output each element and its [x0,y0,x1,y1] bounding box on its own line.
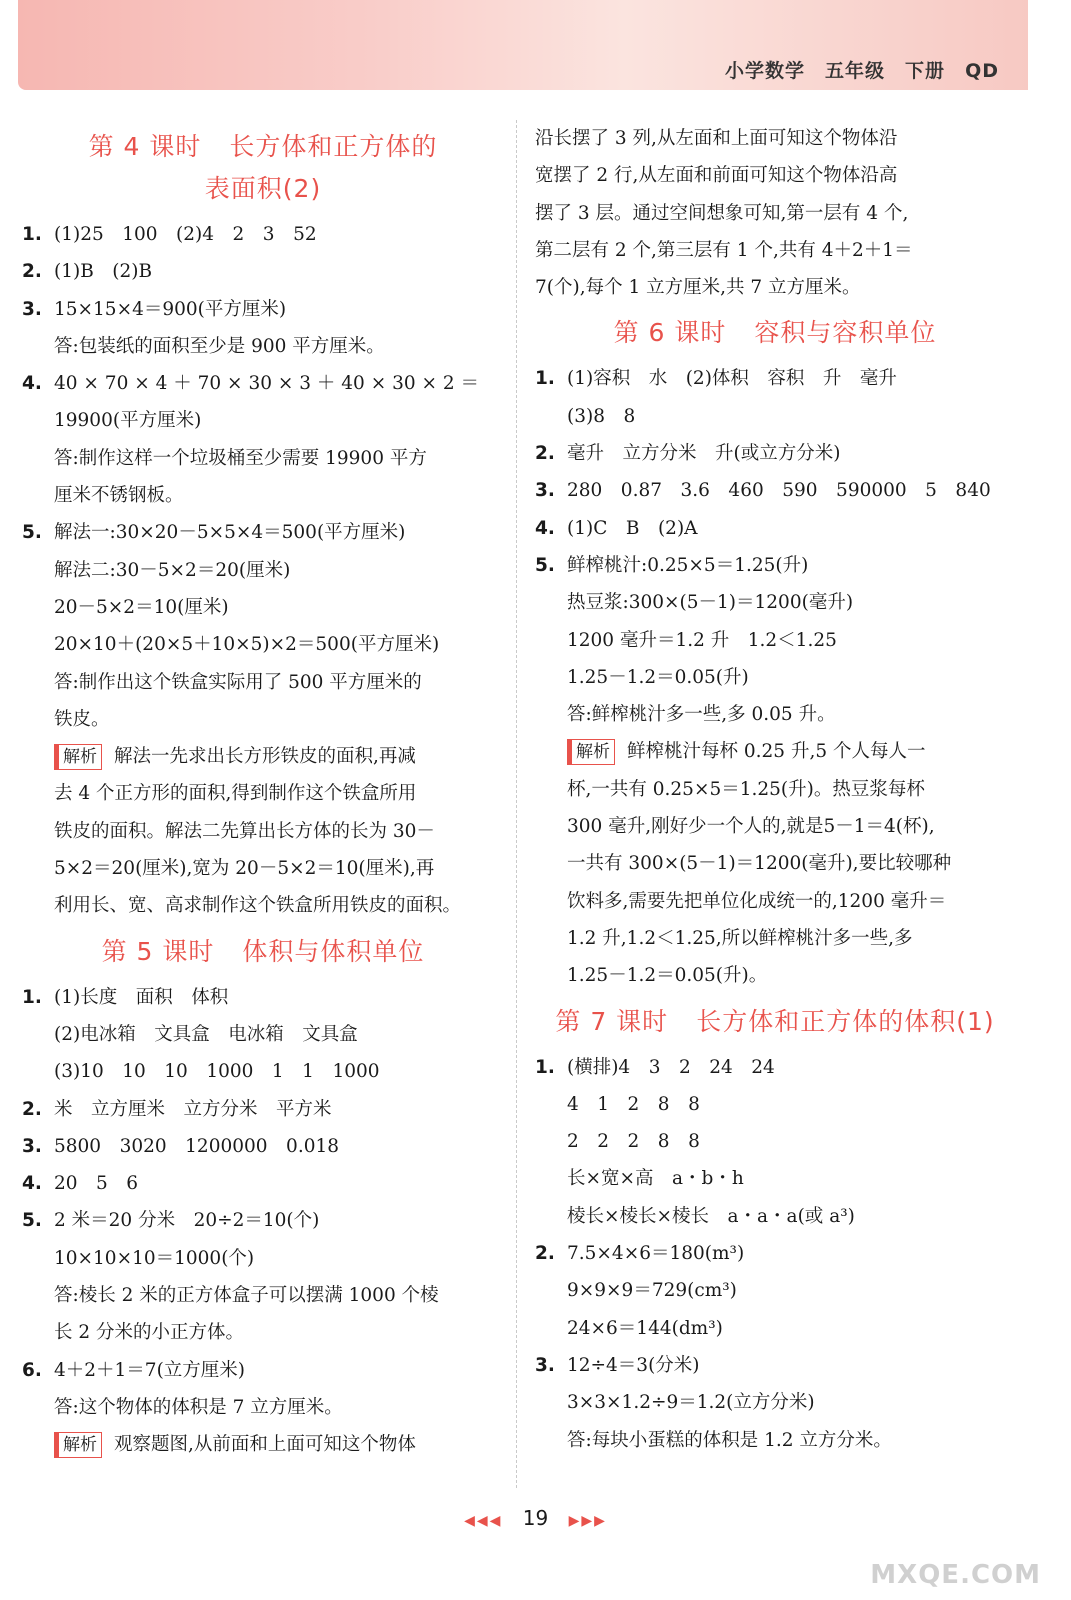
question-number: 3. [22,298,42,320]
answer-line [535,472,1015,509]
answer-text: 答:鲜榨桃汁多一些,多 0.05 升。 [567,704,836,726]
question-number: 4. [535,517,555,539]
answer-text: 棱长×棱长×棱长 a・a・a(或 a³) [567,1205,855,1227]
answer-line [535,1086,1015,1123]
answer-line [22,328,504,365]
question-number: 5. [22,1210,42,1232]
question-number [535,1123,567,1160]
question-number [22,589,54,626]
answer-line [535,435,1015,472]
analysis-text: 去 4 个正方形的面积,得到制作这个铁盒所用 [54,783,417,805]
question-number [535,696,567,733]
answer-text: 长 2 分米的小正方体。 [54,1322,245,1344]
answer-line [22,664,504,701]
answer-text: (1)B (2)B [54,261,153,283]
answer-text: 答:这个物体的体积是 7 立方厘米。 [54,1396,343,1418]
question-number [22,1240,54,1277]
analysis-line [535,232,1015,269]
question-number [22,1277,54,1314]
question-number [535,584,567,621]
question-number: 5. [535,554,555,576]
answer-text: (2)电冰箱 文具盒 电冰箱 文具盒 [54,1023,358,1045]
question-number: 6. [22,1359,42,1381]
answer-line [535,696,1015,733]
answer-text: 解法一:30×20－5×5×4＝500(平方厘米) [54,522,406,544]
column-divider [516,120,517,1488]
analysis-line [535,269,1015,306]
answer-text: 长×宽×高 a・b・h [567,1168,744,1190]
answer-line [22,365,504,402]
question-number: 4. [22,373,42,395]
analysis-line [535,771,1015,808]
answer-text: (横排)4 3 2 24 24 [567,1056,775,1078]
question-number [535,659,567,696]
answer-line [535,622,1015,659]
analysis-text: 摆了 3 层。通过空间想象可知,第一层有 4 个, [535,202,909,224]
lesson-4-title: 第 4 课时 长方体和正方体的 表面积(2) [88,132,438,203]
lesson-7-title: 第 7 课时 长方体和正方体的体积(1) [555,1006,995,1036]
answer-text: (1)长度 面积 体积 [54,986,229,1008]
answer-text: (3)10 10 10 1000 1 1 1000 [54,1061,380,1083]
question-number [535,398,567,435]
answer-line [535,1310,1015,1347]
watermark: MXQE.COM [870,1560,1041,1590]
question-number [22,1389,54,1426]
analysis-continued [535,120,1015,306]
analysis-text: 300 毫升,刚好少一个人的,就是5－1＝4(杯), [567,816,935,838]
question-number [535,1272,567,1309]
answer-line [22,1389,504,1426]
prev-arrows-icon: ◀◀◀ [464,1513,503,1529]
answer-line [535,510,1015,547]
answer-line [535,1198,1015,1235]
analysis-text: 观察题图,从前面和上面可知这个物体 [114,1434,416,1456]
analysis-line [22,738,504,775]
book-info [705,56,999,83]
answer-text: 铁皮。 [54,708,110,730]
question-number [22,440,54,477]
answer-line [22,1352,504,1389]
lesson-5-answers [22,979,504,1427]
analysis-line [22,1426,504,1463]
answer-text: 9×9×9＝729(cm³) [567,1280,737,1302]
answer-line [22,440,504,477]
question-number [22,1314,54,1351]
answer-line [22,253,504,290]
analysis-text: 7(个),每个 1 立方厘米,共 7 立方厘米。 [535,277,861,299]
answer-text: 热豆浆:300×(5－1)＝1200(毫升) [567,592,854,614]
answer-line [535,1160,1015,1197]
answer-text: (1)容积 水 (2)体积 容积 升 毫升 [567,368,897,390]
answer-text: 4 1 2 8 8 [567,1093,700,1115]
analysis-line [535,883,1015,920]
answer-line [22,291,504,328]
analysis-line [535,808,1015,845]
question-number: 1. [535,368,555,390]
question-number [22,477,54,514]
question-number: 2. [22,1098,42,1120]
lesson-4-answers [22,216,504,738]
analysis-text: 宽摆了 2 行,从左面和前面可知这个物体沿高 [535,165,898,187]
question-number [22,626,54,663]
question-number [22,1053,54,1090]
answer-text: 答:棱长 2 米的正方体盒子可以摆满 1000 个棱 [54,1285,439,1307]
question-number [535,1384,567,1421]
analysis-line [535,733,1015,770]
next-arrows-icon: ▶▶▶ [568,1513,607,1529]
question-number [535,1086,567,1123]
analysis-tag: 解析 [54,1432,102,1458]
volume-label: 下册 [905,60,946,82]
answer-text: 15×15×4＝900(平方厘米) [54,298,287,320]
answer-text: 20 5 6 [54,1173,139,1195]
question-number: 3. [535,480,555,502]
analysis-text: 第二层有 2 个,第三层有 1 个,共有 4＋2＋1＝ [535,239,913,261]
answer-line [22,514,504,551]
answer-text: (3)8 8 [567,405,636,427]
answer-line [22,477,504,514]
answer-text: 毫升 立方分米 升(或立方分米) [567,443,841,465]
question-number [22,701,54,738]
answer-line [22,701,504,738]
edition-label: QD [965,60,999,82]
page-number: 19 [522,1506,549,1530]
lesson-7-answers [535,1049,1015,1459]
grade-label: 五年级 [825,60,886,82]
analysis-text: 鲜榨桃汁每杯 0.25 升,5 个人每人一 [627,741,926,763]
question-number [535,1422,567,1459]
answer-line [535,1422,1015,1459]
analysis-text: 5×2＝20(厘米),宽为 20－5×2＝10(厘米),再 [54,858,435,880]
answer-text: 7.5×4×6＝180(m³) [567,1243,745,1265]
answer-text: 鲜榨桃汁:0.25×5＝1.25(升) [567,554,809,576]
analysis-line [535,957,1015,994]
lesson-5-title: 第 5 课时 体积与体积单位 [101,936,425,966]
answer-text: 2 米＝20 分米 20÷2＝10(个) [54,1210,320,1232]
answer-line [22,1128,504,1165]
answer-line [22,552,504,589]
question-number [22,328,54,365]
answer-text: 1200 毫升＝1.2 升 1.2＜1.25 [567,629,837,651]
answer-text: 24×6＝144(dm³) [567,1317,723,1339]
question-number [535,1310,567,1347]
analysis-line [22,887,504,924]
answer-line [22,1165,504,1202]
answer-text: 解法二:30－5×2＝20(厘米) [54,559,291,581]
answer-text: 1.25－1.2＝0.05(升) [567,666,749,688]
analysis-text: 利用长、宽、高求制作这个铁盒所用铁皮的面积。 [54,895,462,917]
answer-text: 4＋2＋1＝7(立方厘米) [54,1359,246,1381]
answer-line [535,547,1015,584]
answer-line [22,589,504,626]
answer-line [22,1240,504,1277]
analysis-text: 沿长摆了 3 列,从左面和上面可知这个物体沿 [535,128,898,149]
answer-text: 280 0.87 3.6 460 590 590000 5 840 [567,480,991,502]
question-number: 3. [535,1354,555,1376]
answer-text: 答:每块小蛋糕的体积是 1.2 立方分米。 [567,1429,892,1451]
answer-text: 40 × 70 × 4 ＋ 70 × 30 × 3 ＋ 40 × 30 × 2 ＝ [54,373,480,395]
answer-text: 10×10×10＝1000(个) [54,1247,255,1269]
answer-text: 19900(平方厘米) [54,410,202,432]
analysis-text: 一共有 300×(5－1)＝1200(毫升),要比较哪种 [567,853,952,875]
left-column [22,120,504,1464]
answer-line [535,1123,1015,1160]
analysis-text: 1.25－1.2＝0.05(升)。 [567,965,768,987]
analysis-tag: 解析 [567,739,615,765]
analysis-line [535,845,1015,882]
question-number: 1. [22,224,42,245]
answer-line [22,979,504,1016]
question-number: 1. [22,986,42,1008]
question-number: 2. [22,261,42,283]
answer-text: (1)25 100 (2)4 2 3 52 [54,224,317,245]
question-number: 2. [535,443,555,465]
analysis-line [535,157,1015,194]
answer-text: (1)C B (2)A [567,517,698,539]
page-footer [0,1506,1071,1530]
answer-line [22,1314,504,1351]
answer-line [535,1347,1015,1384]
analysis-tag: 解析 [54,744,102,770]
analysis-text: 杯,一共有 0.25×5＝1.25(升)。热豆浆每杯 [567,778,925,800]
answer-text: 厘米不锈钢板。 [54,485,184,507]
question-number [535,622,567,659]
question-number [535,1198,567,1235]
lesson-6-analysis [535,733,1015,994]
answer-line [535,1049,1015,1086]
answer-line [22,1277,504,1314]
question-number [22,402,54,439]
question-number: 2. [535,1243,555,1265]
lesson-6-title: 第 6 课时 容积与容积单位 [613,318,937,348]
answer-line [22,626,504,663]
answer-text: 12÷4＝3(分米) [567,1354,700,1376]
analysis-text: 1.2 升,1.2＜1.25,所以鲜榨桃汁多一些,多 [567,927,913,949]
answer-line [535,360,1015,397]
question-number [22,664,54,701]
answer-text: 20－5×2＝10(厘米) [54,596,229,618]
answer-text: 2 2 2 8 8 [567,1131,700,1153]
question-number: 4. [22,1173,42,1195]
answer-text: 5800 3020 1200000 0.018 [54,1135,340,1157]
answer-text: 答:包装纸的面积至少是 900 平方厘米。 [54,335,385,357]
answer-line [22,1016,504,1053]
lesson-5-analysis [22,1426,504,1463]
answer-line [535,1272,1015,1309]
answer-text: 答:制作这样一个垃圾桶至少需要 19900 平方 [54,447,427,469]
answer-line [22,216,504,253]
question-number [22,1016,54,1053]
answer-text: 20×10＋(20×5＋10×5)×2＝500(平方厘米) [54,634,440,656]
question-number [535,1160,567,1197]
lesson-6-answers [535,360,1015,733]
analysis-line [22,775,504,812]
answer-line [535,584,1015,621]
analysis-text: 解法一先求出长方形铁皮的面积,再减 [114,746,416,768]
analysis-line [535,120,1015,157]
question-number: 3. [22,1135,42,1157]
analysis-line [22,813,504,850]
analysis-text: 铁皮的面积。解法二先算出长方体的长为 30－ [54,820,435,842]
right-column [535,120,1015,1459]
answer-text: 米 立方厘米 立方分米 平方米 [54,1098,332,1120]
answer-line [22,1053,504,1090]
answer-line [535,398,1015,435]
question-number: 5. [22,522,42,544]
answer-line [535,1384,1015,1421]
answer-line [22,402,504,439]
question-number: 1. [535,1056,555,1078]
subject-label: 小学数学 [725,60,806,82]
analysis-line [535,195,1015,232]
analysis-text: 饮料多,需要先把单位化成统一的,1200 毫升＝ [567,890,947,912]
answer-text: 3×3×1.2÷9＝1.2(立方分米) [567,1392,815,1414]
answer-line [22,1091,504,1128]
answer-text: 答:制作出这个铁盒实际用了 500 平方厘米的 [54,671,422,693]
answer-line [535,659,1015,696]
analysis-line [22,850,504,887]
question-number [22,552,54,589]
analysis-line [535,920,1015,957]
lesson-4-analysis [22,738,504,924]
answer-line [535,1235,1015,1272]
answer-line [22,1202,504,1239]
